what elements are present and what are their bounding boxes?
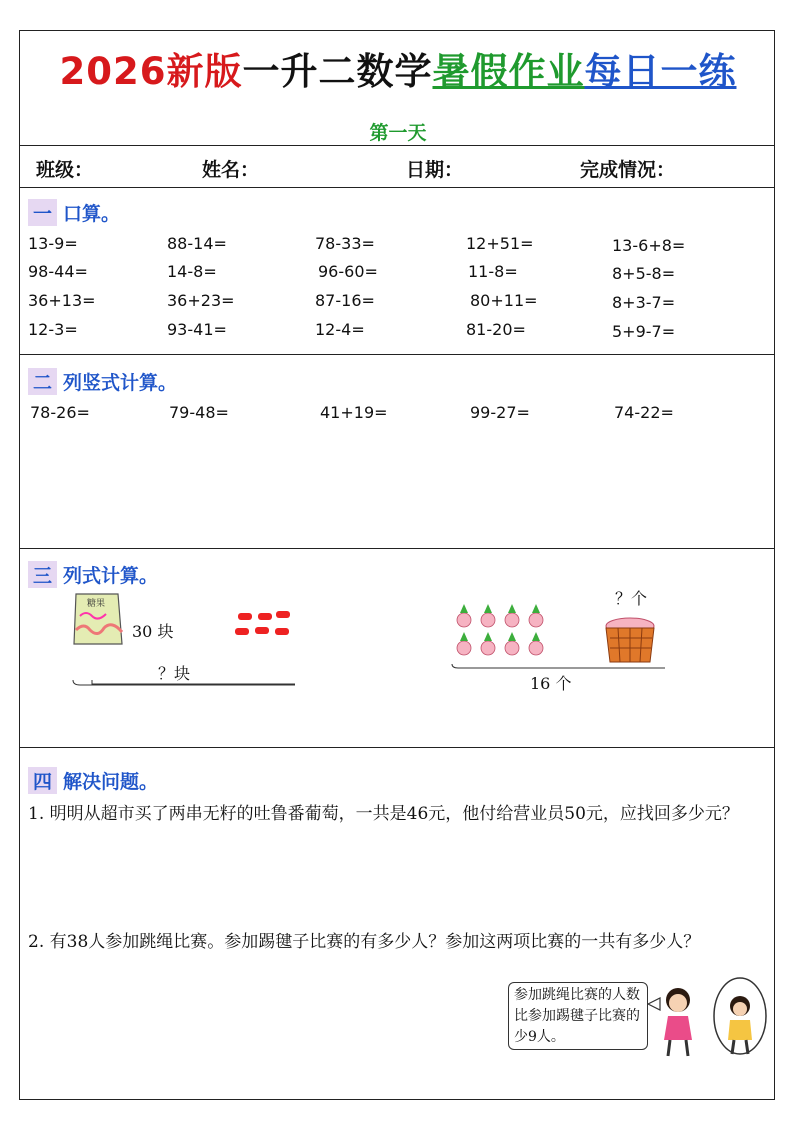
- word-problem-1: 1. 明明从超市买了两串无籽的吐鲁番葡萄，一共是46元，他付给营业员50元，应找回多少元？: [28, 804, 739, 824]
- divider: [20, 187, 774, 188]
- oral-problem: 93-41=: [167, 320, 227, 339]
- oral-problem: 8+5-8=: [612, 264, 676, 283]
- basket-unknown: ？个: [615, 589, 648, 608]
- date-field-label: 日期：: [406, 159, 464, 181]
- bracket-line: [92, 680, 295, 684]
- word-problem-2: 2. 有38人参加跳绳比赛。参加踢毽子比赛的有多少人？参加这两项比赛的一共有多少人？: [28, 932, 701, 952]
- oral-problem: 12+51=: [466, 234, 534, 253]
- radish-group-icon: [457, 604, 543, 655]
- section-number: 四: [28, 767, 57, 794]
- title-grade: 一升二数学: [242, 50, 433, 93]
- page-title: [20, 41, 776, 95]
- section-number: 二: [28, 368, 57, 395]
- section-title-oral: [28, 199, 120, 226]
- divider: [20, 354, 774, 355]
- worksheet: [19, 30, 775, 1100]
- total-count: 16 个: [530, 674, 572, 693]
- vertical-problem: 99-27=: [470, 403, 530, 422]
- section-title-vertical: [28, 368, 177, 395]
- candy-pieces-icon: [235, 611, 290, 635]
- status-field-label: 完成情况：: [580, 159, 676, 181]
- vertical-problem: 78-26=: [30, 403, 90, 422]
- candy-total-unknown: ？块: [158, 664, 191, 683]
- name-field-label: 姓名：: [202, 159, 260, 181]
- section-title-word-problems: [28, 767, 158, 794]
- basket-icon: [606, 618, 654, 662]
- title-homework: 暑假作业: [432, 50, 585, 93]
- oral-problem: 98-44=: [28, 262, 88, 281]
- title-practice: 每日一练: [584, 50, 737, 93]
- children-jumping-rope-icon: [648, 976, 773, 1061]
- oral-problem: 14-8=: [167, 262, 217, 281]
- oral-problem: 5+9-7=: [612, 322, 676, 341]
- day-label: 第一天: [369, 122, 427, 144]
- vertical-problem: 74-22=: [614, 403, 674, 422]
- divider: [20, 145, 774, 146]
- section-label: 口算。: [63, 203, 121, 225]
- oral-problem: 11-8=: [468, 262, 518, 281]
- oral-problem: 13-6+8=: [612, 236, 686, 255]
- section-number: 三: [28, 561, 57, 588]
- speech-bubble: 参加跳绳比赛的人数比参加踢毽子比赛的少9人。: [508, 982, 648, 1050]
- oral-problem: 13-9=: [28, 234, 78, 253]
- bag-count: 30 块: [132, 622, 174, 641]
- oral-problem: 12-3=: [28, 320, 78, 339]
- class-field-label: 班级：: [36, 159, 94, 181]
- section-label: 列式计算。: [63, 565, 159, 587]
- oral-problem: 36+23=: [167, 291, 235, 310]
- section-number: 一: [28, 199, 57, 226]
- oral-problem: 80+11=: [470, 291, 538, 310]
- oral-problem: 88-14=: [167, 234, 227, 253]
- vertical-problem: 79-48=: [169, 403, 229, 422]
- oral-problem: 12-4=: [315, 320, 365, 339]
- oral-problem: 81-20=: [466, 320, 526, 339]
- section-title-formula: [28, 561, 158, 588]
- vertical-problem: 41+19=: [320, 403, 388, 422]
- oral-problem: 96-60=: [318, 262, 378, 281]
- candy-bag-label: 糖果: [87, 599, 106, 609]
- bracket-line: [452, 664, 665, 668]
- divider: [20, 747, 774, 748]
- oral-problem: 8+3-7=: [612, 293, 676, 312]
- oral-problem: 36+13=: [28, 291, 96, 310]
- oral-problem: 87-16=: [315, 291, 375, 310]
- oral-problem: 78-33=: [315, 234, 375, 253]
- section-label: 解决问题。: [63, 771, 159, 793]
- section-label: 列竖式计算。: [63, 372, 178, 394]
- divider: [20, 548, 774, 549]
- title-year: 2026新版: [59, 50, 243, 93]
